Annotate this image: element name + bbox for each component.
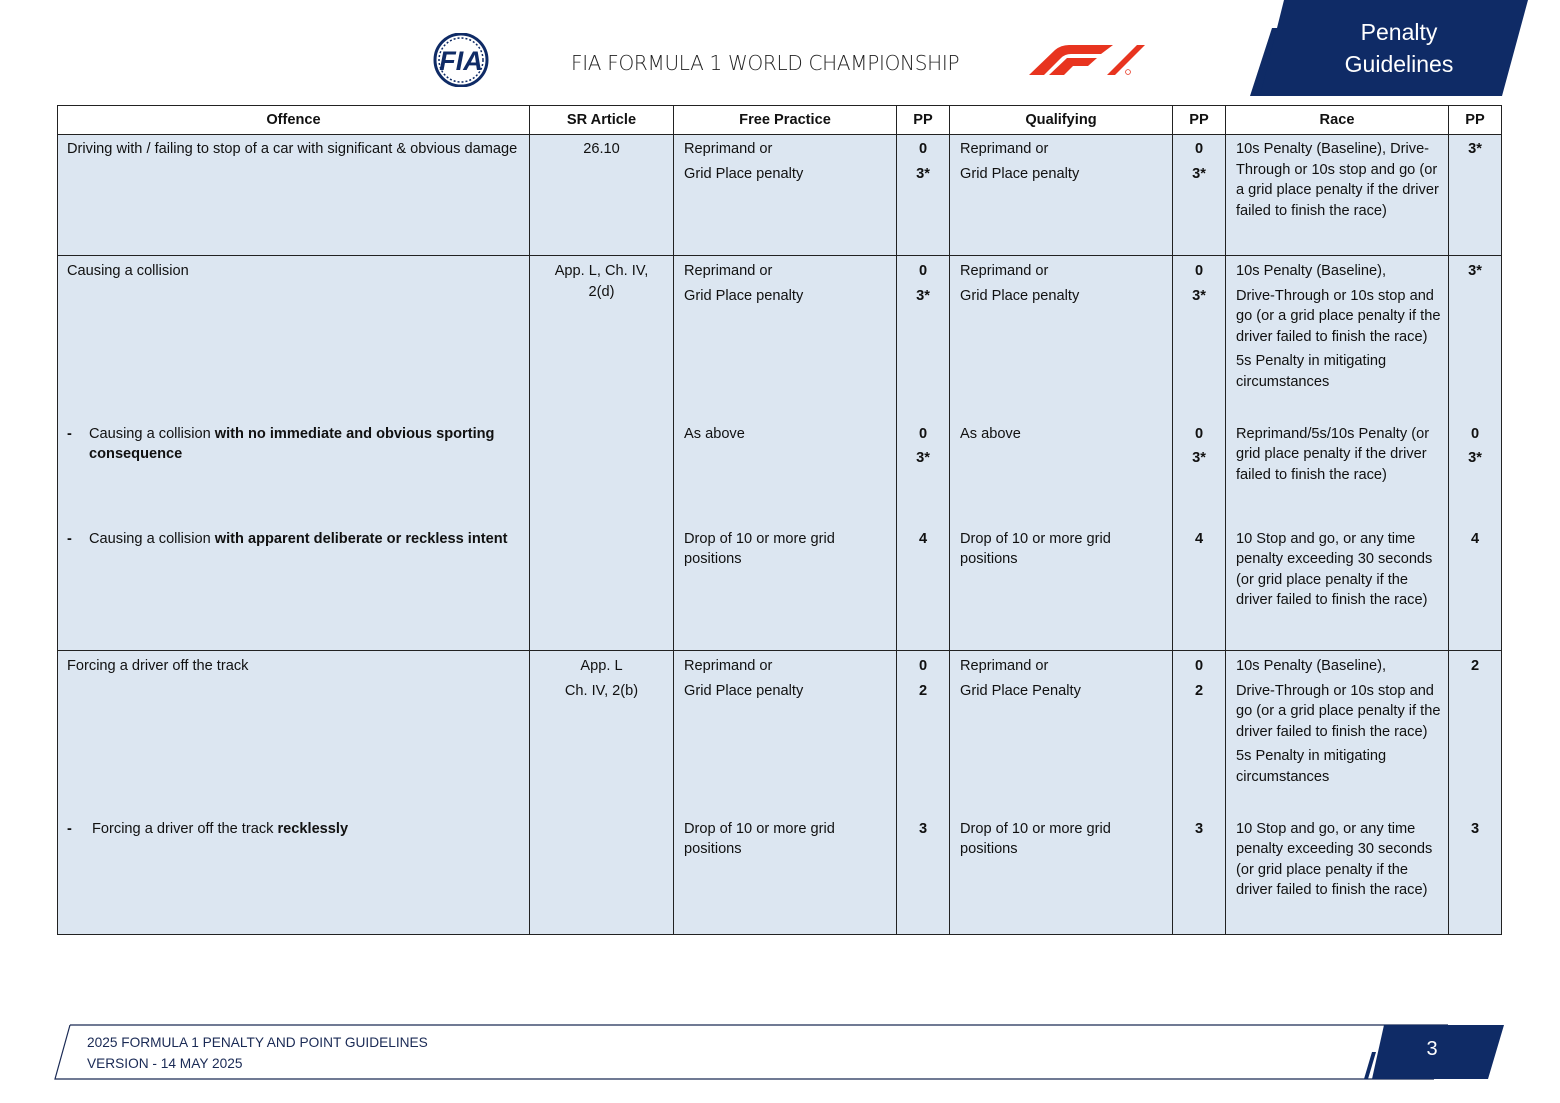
fp-pp-cell [897,256,950,424]
race-pp-cell: 2 [1449,651,1502,819]
free-practice-cell [674,256,897,424]
pp-value: 0 [1194,141,1204,157]
sr-article-cell: 26.10 [530,135,674,256]
pp-value: 3* [916,450,930,466]
sr-article-cell [530,256,674,424]
pp-value: 0 [1194,658,1204,674]
col-header-pp: PP [1173,106,1226,135]
qualifying-cell: Drop of 10 or more grid positions [950,819,1173,935]
qualifying-cell [950,135,1173,256]
championship-title: FIA FORMULA 1 WORLD CHAMPIONSHIP [571,51,960,75]
qualifying-cell: As above [950,424,1173,529]
table-row [58,529,1502,651]
free-practice-cell: Drop of 10 or more grid positions [674,529,897,651]
race-cell: 10 Stop and go, or any time penalty exceeding 30 seconds (or grid place penalty if the driver failed to finish the race) [1226,529,1449,651]
race-line: 10s Penalty (Baseline), [1236,658,1387,674]
table-row [58,135,1502,256]
bullet-dash: - [67,530,72,547]
pp-value: 2 [1194,682,1204,699]
table-row [58,256,1502,424]
race-cell: 10 Stop and go, or any time penalty exceeding 30 seconds (or grid place penalty if the driver failed to finish the race) [1226,819,1449,935]
bullet-dash: - [67,820,72,837]
race-line: 5s Penalty in mitigating circumstances [1236,353,1387,390]
race-line: Drive-Through or 10s stop and go (or a grid place penalty if the driver failed to finish the race) [1236,682,1441,740]
table-row [58,424,1502,529]
q-pp-cell [1173,135,1226,256]
qualifying-cell [950,256,1173,424]
fp-pp-cell [897,651,950,819]
race-line: Drive-Through or 10s stop and go (or a grid place penalty if the driver failed to finish the race) [1236,287,1441,345]
sr-article-cell [530,424,674,529]
fp-pp-cell: 4 [897,529,950,651]
fp-line: Grid Place penalty [684,165,804,182]
race-cell [1226,256,1449,424]
pp-value: 0 [1470,425,1480,442]
race-line: 10s Penalty (Baseline), [1236,263,1387,279]
free-practice-cell [674,651,897,819]
col-header-qualifying: Qualifying [950,106,1173,135]
offence-cell [58,819,530,935]
col-header-offence: Offence [58,106,530,135]
qualifying-cell [950,651,1173,819]
q-pp-cell: 4 [1173,529,1226,651]
fp-pp-cell [897,424,950,529]
pp-value: 0 [918,141,928,157]
pp-value: 0 [918,658,928,674]
fp-line: Reprimand or [684,141,773,157]
q-pp-cell [1173,651,1226,819]
pp-value: 3* [1192,165,1206,182]
pp-value: 3* [1192,450,1206,466]
svg-text:FIA: FIA [439,46,483,76]
offence-text: Causing a collision [89,530,215,547]
sr-article-cell [530,529,674,651]
section-tag-label [1300,16,1498,80]
offence-cell [58,529,530,651]
pp-value: 3* [1192,287,1206,304]
offence-cell [58,424,530,529]
offence-emphasis: recklessly [277,820,349,837]
race-pp-cell: 3* [1449,256,1502,424]
free-practice-cell: Drop of 10 or more grid positions [674,819,897,935]
footer-document-title: 2025 FORMULA 1 PENALTY AND POINT GUIDELINES [87,1035,428,1050]
page-number: 3 [1426,1038,1438,1060]
penalty-table [57,105,1502,935]
offence-cell: Driving with / failing to stop of a car with significant & obvious damage [58,135,530,256]
tag-line-2: Guidelines [1344,51,1454,77]
table-row [58,651,1502,819]
q-pp-cell [1173,256,1226,424]
pp-value: 0 [1194,263,1204,279]
qualifying-cell: Drop of 10 or more grid positions [950,529,1173,651]
col-header-pp: PP [897,106,950,135]
fp-line: Grid Place penalty [684,682,804,699]
race-line: 5s Penalty in mitigating circumstances [1236,748,1387,785]
race-pp-cell: 4 [1449,529,1502,651]
col-header-race: Race [1226,106,1449,135]
race-cell [1226,651,1449,819]
pp-value: 0 [918,263,928,279]
sr-article-cell [530,819,674,935]
offence-text: Causing a collision [89,425,215,442]
sr-article-text: App. L, Ch. IV, 2(d) [554,263,649,300]
offence-emphasis: with no immediate and obvious sporting consequence [89,425,495,462]
q-line: Grid Place penalty [960,287,1080,304]
col-header-pp: PP [1449,106,1502,135]
pp-value: 0 [918,425,928,442]
tag-line-1: Penalty [1360,19,1438,45]
footer-version: VERSION - 14 MAY 2025 [87,1056,243,1071]
table-row [58,819,1502,935]
q-line: Reprimand or [960,263,1049,279]
free-practice-cell: As above [674,424,897,529]
offence-cell: Causing a collision [58,256,530,424]
fp-line: Grid Place penalty [684,287,804,304]
page-header [0,0,1560,100]
race-cell: Reprimand/5s/10s Penalty (or grid place penalty if the driver failed to finish the race) [1226,424,1449,529]
pp-value: 2 [918,682,928,699]
offence-emphasis: with apparent deliberate or reckless intent [214,530,508,547]
offence-text: Forcing a driver off the track [92,820,278,837]
col-header-free-practice: Free Practice [674,106,897,135]
pp-value: 3* [916,287,930,304]
q-line: Reprimand or [960,658,1049,674]
race-cell: 10s Penalty (Baseline), Drive-Through or 10s stop and go (or a grid place penalty if the driver failed to finish the race) [1226,135,1449,256]
pp-value: 3* [916,165,930,182]
f1-logo [1027,44,1147,76]
q-line: Grid Place penalty [960,165,1080,182]
race-pp-cell: 3 [1449,819,1502,935]
pp-value: 0 [1194,425,1204,442]
pp-value: 3* [1468,450,1482,466]
fp-pp-cell [897,135,950,256]
q-pp-cell [1173,424,1226,529]
offence-cell: Forcing a driver off the track [58,651,530,819]
q-line: Reprimand or [960,141,1049,157]
bullet-dash: - [67,425,72,442]
fia-logo [420,33,502,87]
fp-pp-cell: 3 [897,819,950,935]
free-practice-cell [674,135,897,256]
sr-article-text: App. L [580,658,623,674]
race-pp-cell [1449,424,1502,529]
table-header-row [58,106,1502,135]
col-header-sr-article: SR Article [530,106,674,135]
footer-text [87,1032,428,1074]
sr-article-text: Ch. IV, 2(b) [564,682,639,699]
q-line: Grid Place Penalty [960,682,1081,699]
race-pp-cell: 3* [1449,135,1502,256]
sr-article-cell [530,651,674,819]
fp-line: Reprimand or [684,658,773,674]
q-pp-cell: 3 [1173,819,1226,935]
fp-line: Reprimand or [684,263,773,279]
